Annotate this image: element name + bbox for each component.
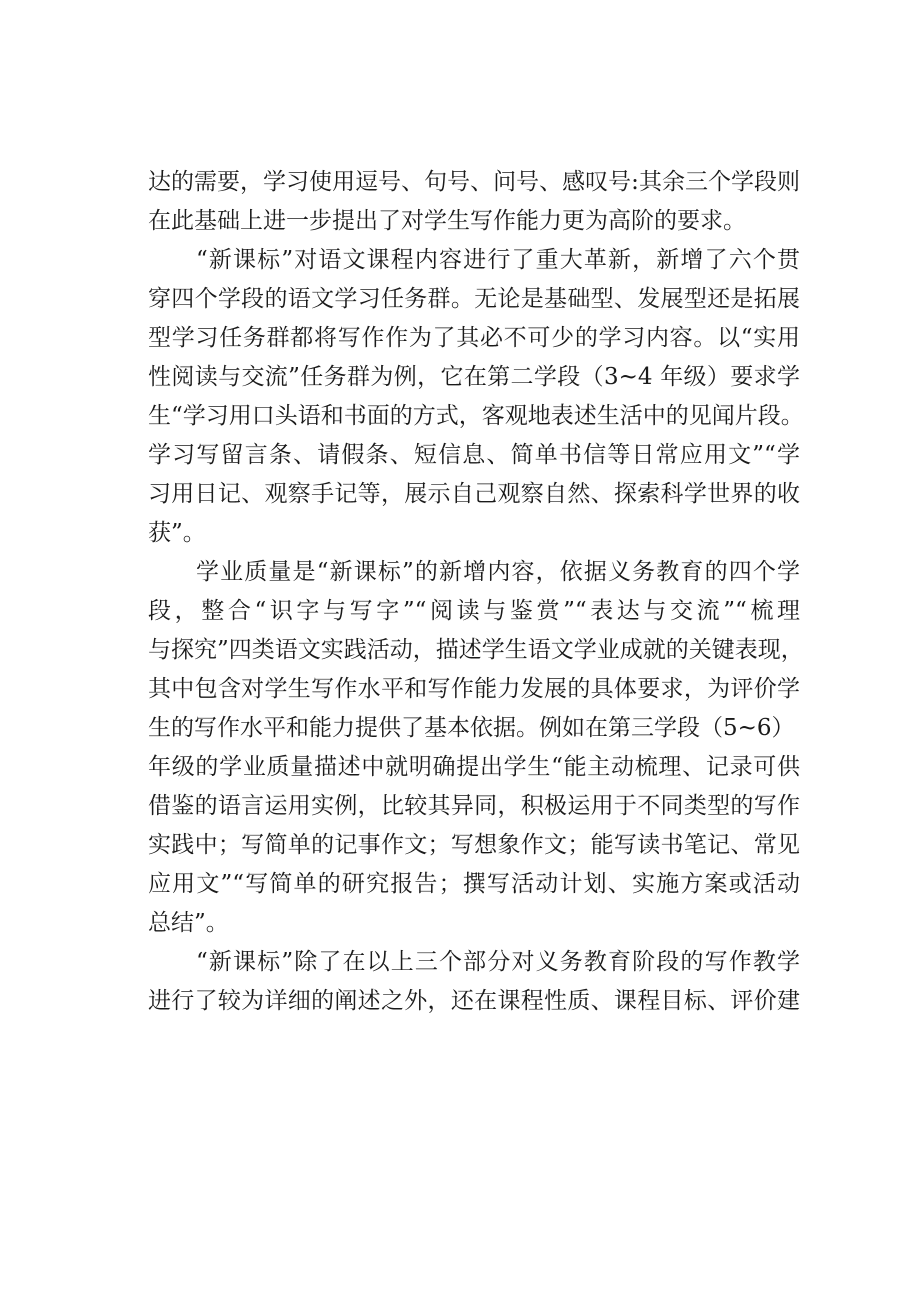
text-line-4: 穿四个学段的语文学习任务群。无论是基础型、发展型还是拓展 — [148, 286, 800, 312]
text-line-15: 生的写作水平和能力提供了基本依据。例如在第三学段（5~6） — [148, 715, 795, 741]
paragraph-2-first-line: “新课标”对语文课程内容进行了重大革新，新增了六个贯 — [196, 247, 800, 273]
text-line-20: 总结”。 — [148, 910, 229, 936]
text-line-13: 与探究”四类语文实践活动，描述学生语文学业成就的关键表现， — [148, 637, 804, 663]
text-line-19: 应用文”“写简单的研究报告；撰写活动计划、实施方案或活动 — [148, 871, 800, 897]
text-line-14: 其中包含对学生写作水平和写作能力发展的具体要求，为评价学 — [148, 676, 800, 702]
text-line-7: 生“学习用口头语和书面的方式，客观地表述生活中的见闻片段。 — [148, 403, 804, 429]
text-line-18: 实践中；写简单的记事作文；写想象作文；能写读书笔记、常见 — [148, 832, 800, 858]
text-line-16: 年级的学业质量描述中就明确提出学生“能主动梳理、记录可供 — [148, 754, 800, 780]
text-line-6: 性阅读与交流”任务群为例，它在第二学段（3~4 年级）要求学 — [148, 364, 800, 390]
text-line-10: 获”。 — [148, 520, 206, 546]
text-line-8: 学习写留言条、请假条、短信息、简单书信等日常应用文”“学 — [148, 442, 800, 468]
text-line-17: 借鉴的语言运用实例，比较其异同，积极运用于不同类型的写作 — [148, 793, 800, 819]
paragraph-3-first-line: 学业质量是“新课标”的新增内容，依据义务教育的四个学 — [196, 559, 800, 585]
text-line-5: 型学习任务群都将写作作为了其必不可少的学习内容。以“实用 — [148, 325, 800, 351]
text-line-2: 在此基础上进一步提出了对学生写作能力更为高阶的要求。 — [148, 208, 746, 234]
text-line-1: 达的需要，学习使用逗号、句号、问号、感叹号:其余三个学段则 — [148, 169, 800, 195]
text-line-22: 进行了较为详细的阐述之外，还在课程性质、课程目标、评价建 — [148, 988, 800, 1014]
text-line-12: 段，整合“识字与写字”“阅读与鉴赏”“表达与交流”“梳理 — [148, 598, 800, 624]
paragraph-4-first-line: “新课标”除了在以上三个部分对义务教育阶段的写作教学 — [196, 949, 800, 975]
text-line-9: 习用日记、观察手记等，展示自己观察自然、探索科学世界的收 — [148, 481, 800, 507]
